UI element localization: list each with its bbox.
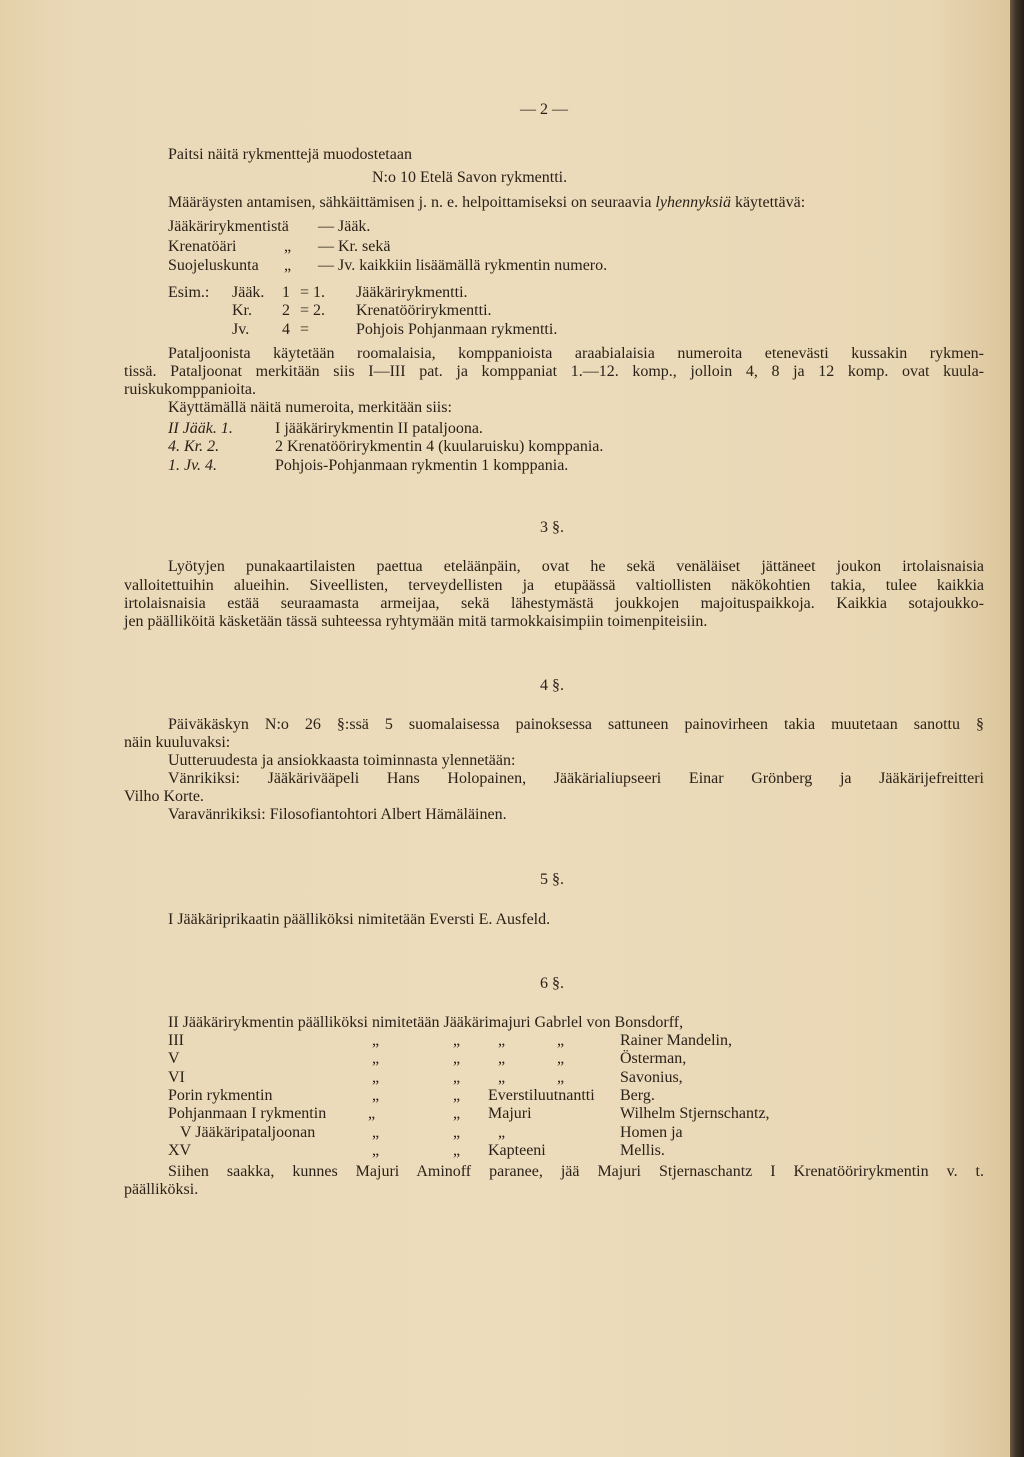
ditto-mark: „	[372, 1050, 380, 1067]
abbrev-def: — Kr. sekä	[318, 238, 391, 255]
section-3-line: jen päälliköitä käsketään tässä suhteessa ryhtymään mitä tarmokkaisimpiin toimenpiteisiin.	[124, 613, 708, 630]
numbering-code: 4. Kr. 2.	[168, 438, 220, 455]
appointee-name: Homen ja	[620, 1124, 683, 1141]
ditto-mark: „	[453, 1142, 461, 1159]
ditto-mark: „	[453, 1105, 461, 1122]
ditto-mark: „	[372, 1142, 380, 1159]
example-num: 1	[282, 284, 290, 301]
closing-line: päälliköksi.	[124, 1181, 199, 1198]
abbrev-name: Suojeluskunta	[168, 257, 259, 274]
appointment-unit: III	[168, 1032, 184, 1049]
abbrev-def: — Jääk.	[318, 218, 371, 235]
ditto-mark: „	[453, 1069, 461, 1086]
ditto-mark: „	[372, 1069, 380, 1086]
example-num: 4	[282, 321, 290, 338]
ditto-mark: „	[453, 1087, 461, 1104]
appointee-name: Rainer Mandelin,	[620, 1032, 732, 1049]
numbering-code: II Jääk. 1.	[168, 420, 233, 437]
appointee-name: Mellis.	[620, 1142, 665, 1159]
section-4-line: Vänrikiksi: Jääkärivääpeli Hans Holopainen, Jääkärialiupseeri Einar Grönberg ja Jääkärijefreitteri	[168, 770, 984, 787]
intro-abbrev-em: lyhennyksiä	[655, 194, 731, 211]
section-3-line: irtolaisnaisia estää seuraamasta armeijaa, sekä lähestymästä joukkojen majoituspaikkoja. Kaikkia sotajoukko-	[124, 595, 984, 612]
ditto-mark: „	[368, 1105, 376, 1122]
numbering-text: Pohjois-Pohjanmaan rykmentin 1 komppania.	[275, 457, 569, 474]
section-4-line: Vilho Korte.	[124, 788, 204, 805]
ditto-mark: „	[453, 1032, 461, 1049]
section-3-line: valloitettuihin alueihin. Siveellisten, terveydellisten ja etupäässä valtiollisten näkökohtien takia, tulee kaikkia	[124, 577, 984, 594]
section-6-first: II Jääkärirykmentin päälliköksi nimitetään Jääkärimajuri Gabrlel von Bonsdorff,	[168, 1014, 684, 1031]
example-text: Pohjois Pohjanmaan rykmentti.	[356, 321, 558, 338]
example-abbr: Jv.	[232, 321, 250, 338]
ditto-mark: „	[498, 1032, 506, 1049]
appointment-unit: Porin rykmentin	[168, 1087, 273, 1104]
ditto-mark: „	[453, 1050, 461, 1067]
abbrev-mark: „	[284, 257, 292, 274]
intro-abbrev-pre: Määräysten antamisen, sähkäittämisen j. n. e. helpoittamiseksi on seuraavia	[168, 194, 652, 211]
ditto-mark: „	[557, 1050, 565, 1067]
intro-abbrev-note	[168, 194, 805, 212]
example-eq: = 1.	[300, 284, 326, 301]
intro-line: Paitsi näitä rykmenttejä muodostetaan	[168, 146, 412, 163]
intro-regiment: N:o 10 Etelä Savon rykmentti.	[372, 169, 568, 186]
abbrev-name: Jääkärirykmentistä	[168, 218, 289, 235]
ditto-mark: „	[453, 1124, 461, 1141]
section-3-line: Lyötyjen punakaartilaisten paettua eteläänpäin, ovat he sekä venäläiset jättäneet joukon irtolaisnaisia	[168, 558, 984, 575]
ditto-mark: „	[372, 1032, 380, 1049]
ditto-mark: „	[498, 1124, 506, 1141]
section-heading-3: 3 §.	[540, 519, 564, 536]
appointee-name: Wilhelm Stjernschantz,	[620, 1105, 770, 1122]
appointment-unit: VI	[168, 1069, 185, 1086]
section-4-line: Varavänrikiksi: Filosofiantohtori Albert Hämäläinen.	[168, 806, 507, 823]
page-number: — 2 —	[520, 101, 568, 118]
section-4-line: näin kuuluvaksi:	[124, 734, 231, 751]
ditto-mark: „	[498, 1050, 506, 1067]
intro-abbrev-post: käytettävä:	[734, 194, 806, 211]
appointee-name: Österman,	[620, 1050, 687, 1067]
section-heading-5: 5 §.	[540, 871, 564, 888]
numbering-paragraph-line: ruiskukomppanioita.	[124, 381, 256, 398]
example-text: Jääkärirykmentti.	[356, 284, 468, 301]
abbrev-mark: „	[284, 238, 292, 255]
ditto-mark: „	[372, 1087, 380, 1104]
appointee-name: Berg.	[620, 1087, 655, 1104]
appointment-unit: XV	[168, 1142, 192, 1159]
section-5-line: I Jääkäriprikaatin päälliköksi nimitetään Eversti E. Ausfeld.	[168, 911, 551, 928]
example-text: Krenatöörirykmentti.	[356, 302, 492, 319]
closing-line: Siihen saakka, kunnes Majuri Aminoff paranee, jää Majuri Stjernaschantz I Krenatöörirykmentin v. t.	[168, 1163, 984, 1180]
appointee-name: Savonius,	[620, 1069, 683, 1086]
rank-label: Majuri	[488, 1105, 532, 1122]
abbrev-def: — Jv. kaikkiin lisäämällä rykmentin numero.	[318, 257, 608, 274]
numbering-paragraph-line: Pataljoonista käytetään roomalaisia, komppanioista araabialaisia numeroita etenevästi kussakin rykmen-	[168, 345, 984, 362]
numbering-intro: Käyttämällä näitä numeroita, merkitään siis:	[168, 399, 452, 416]
numbering-paragraph-line: tissä. Pataljoonat merkitään siis I—III pat. ja komppaniat 1.—12. komp., jolloin 4, 8 ja 12 komp. ovat kuula-	[124, 363, 984, 380]
example-eq: = 2.	[300, 302, 326, 319]
section-heading-4: 4 §.	[540, 677, 564, 694]
example-eq: =	[300, 321, 310, 338]
examples-label: Esim.:	[168, 284, 210, 301]
ditto-mark: „	[498, 1069, 506, 1086]
example-abbr: Jääk.	[232, 284, 265, 301]
section-heading-6: 6 §.	[540, 975, 564, 992]
appointment-unit: V Jääkäripataljoonan	[180, 1124, 316, 1141]
numbering-text: I jääkärirykmentin II pataljoona.	[275, 420, 483, 437]
rank-label: Everstiluutnantti	[488, 1087, 595, 1104]
abbrev-name: Krenatöäri	[168, 238, 237, 255]
example-num: 2	[282, 302, 290, 319]
section-4-line: Uutteruudesta ja ansiokkaasta toiminnasta ylennetään:	[168, 752, 516, 769]
section-4-line: Päiväkäskyn N:o 26 §:ssä 5 suomalaisessa painoksessa sattuneen painovirheen takia muutetaan sanottu §	[168, 716, 984, 733]
scan-edge	[1010, 0, 1024, 1457]
appointment-unit: Pohjanmaan I rykmentin	[168, 1105, 327, 1122]
example-abbr: Kr.	[232, 302, 252, 319]
ditto-mark: „	[372, 1124, 380, 1141]
numbering-code: 1. Jv. 4.	[168, 457, 218, 474]
appointment-unit: V	[168, 1050, 180, 1067]
ditto-mark: „	[557, 1032, 565, 1049]
numbering-text: 2 Krenatöörirykmentin 4 (kuularuisku) komppania.	[275, 438, 604, 455]
rank-label: Kapteeni	[488, 1142, 546, 1159]
ditto-mark: „	[557, 1069, 565, 1086]
